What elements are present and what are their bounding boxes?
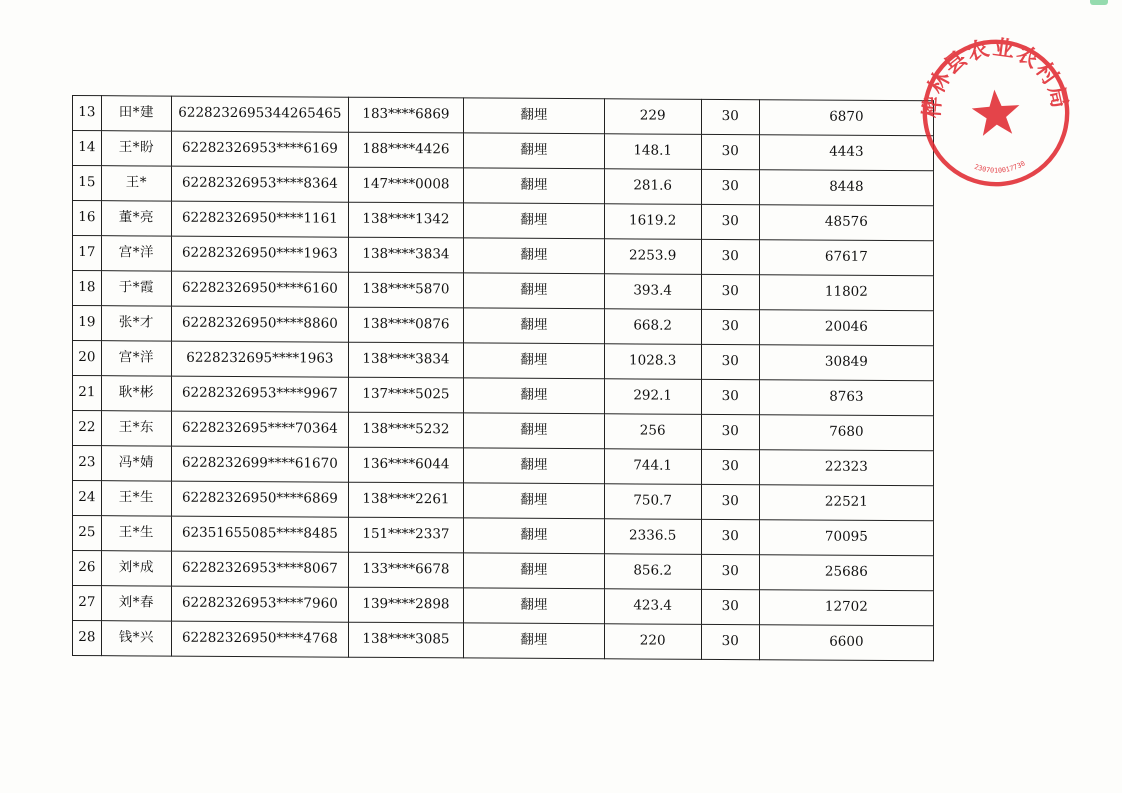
- star-icon: [971, 88, 1022, 136]
- table-row: [73, 236, 934, 276]
- area-cell: 423.4: [604, 589, 701, 625]
- table-row: [73, 516, 934, 556]
- table-row: [73, 166, 934, 206]
- bank-card-cell: 62351655085****8485: [172, 516, 349, 552]
- rate-cell: 30: [701, 519, 759, 554]
- area-cell: 256: [604, 414, 701, 450]
- area-cell: 220: [604, 624, 701, 660]
- row-number: 26: [73, 551, 102, 586]
- amount-cell: 48576: [759, 205, 933, 241]
- phone-cell: 147****0008: [348, 167, 463, 203]
- bank-card-cell: 6228232695****1963: [172, 341, 349, 377]
- rate-cell: 30: [701, 624, 759, 659]
- area-cell: 229: [604, 99, 701, 135]
- rate-cell: 30: [701, 589, 759, 624]
- work-type-cell: 翻埋: [464, 588, 605, 624]
- work-type-cell: 翻埋: [464, 168, 605, 204]
- rate-cell: 30: [701, 484, 759, 519]
- table-body: [73, 96, 934, 661]
- amount-cell: 7680: [759, 415, 933, 451]
- phone-cell: 138****3085: [348, 622, 463, 658]
- name-cell: 王*: [101, 166, 171, 201]
- area-cell: 2336.5: [604, 519, 701, 555]
- work-type-cell: 翻埋: [464, 133, 605, 169]
- seal-code: 2307010017730: [973, 159, 1027, 175]
- row-number: 28: [73, 621, 102, 656]
- row-number: 16: [73, 201, 102, 236]
- name-cell: 田*建: [101, 96, 171, 131]
- amount-cell: 22323: [759, 450, 933, 486]
- row-number: 18: [73, 271, 102, 306]
- work-type-cell: 翻埋: [464, 98, 605, 134]
- bank-card-cell: 62282326953****9967: [172, 376, 349, 412]
- bank-card-cell: 6228232695****70364: [172, 411, 349, 447]
- name-cell: 王*东: [101, 411, 171, 446]
- bank-card-cell: 62282326953****7960: [172, 586, 349, 622]
- table-row: [73, 446, 934, 486]
- row-number: 27: [73, 586, 102, 621]
- amount-cell: 8448: [759, 170, 933, 206]
- area-cell: 292.1: [604, 379, 701, 415]
- work-type-cell: 翻埋: [464, 343, 605, 379]
- table-row: [73, 621, 934, 661]
- phone-cell: 139****2898: [348, 587, 463, 623]
- work-type-cell: 翻埋: [464, 623, 605, 659]
- amount-cell: 6600: [759, 625, 933, 661]
- name-cell: 冯*婧: [101, 446, 171, 481]
- amount-cell: 12702: [759, 590, 933, 626]
- phone-cell: 133****6678: [348, 552, 463, 588]
- rate-cell: 30: [701, 449, 759, 484]
- name-cell: 刘*成: [101, 551, 171, 586]
- seal-text: 桦林县农业农村局: [919, 35, 1073, 119]
- work-type-cell: 翻埋: [464, 553, 605, 589]
- name-cell: 宫*洋: [101, 236, 171, 271]
- work-type-cell: 翻埋: [464, 518, 605, 554]
- name-cell: 于*霞: [101, 271, 171, 306]
- bank-card-cell: 62282326950****6869: [172, 481, 349, 517]
- rate-cell: 30: [701, 554, 759, 589]
- phone-cell: 138****0876: [348, 307, 463, 343]
- name-cell: 董*亮: [101, 201, 171, 236]
- row-number: 14: [73, 131, 102, 166]
- area-cell: 856.2: [604, 554, 701, 590]
- amount-cell: 6870: [759, 100, 933, 136]
- bank-card-cell: 62282326950****4768: [172, 621, 349, 657]
- area-cell: 281.6: [604, 169, 701, 205]
- row-number: 19: [73, 306, 102, 341]
- row-number: 17: [73, 236, 102, 271]
- bank-card-cell: 62282326950****1161: [172, 201, 349, 237]
- area-cell: 668.2: [604, 309, 701, 345]
- amount-cell: 4443: [759, 135, 933, 171]
- bank-card-cell: 6228232699****61670: [172, 446, 349, 482]
- amount-cell: 30849: [759, 345, 933, 381]
- bank-card-cell: 6228232695344265465: [172, 96, 349, 132]
- row-number: 15: [73, 166, 102, 201]
- bank-card-cell: 62282326953****8067: [172, 551, 349, 587]
- rate-cell: 30: [701, 414, 759, 449]
- amount-cell: 11802: [759, 275, 933, 311]
- row-number: 22: [73, 411, 102, 446]
- rate-cell: 30: [701, 309, 759, 344]
- row-number: 13: [73, 96, 102, 131]
- scan-corner-mark: [1090, 0, 1108, 5]
- table-row: [73, 306, 934, 346]
- bank-card-cell: 62282326950****8860: [172, 306, 349, 342]
- records-table: [72, 95, 934, 661]
- area-cell: 1619.2: [604, 204, 701, 240]
- name-cell: 耿*彬: [101, 376, 171, 411]
- bank-card-cell: 62282326953****6169: [172, 131, 349, 167]
- phone-cell: 136****6044: [348, 447, 463, 483]
- bank-card-cell: 62282326953****8364: [172, 166, 349, 202]
- official-seal: [913, 30, 1080, 197]
- rate-cell: 30: [701, 169, 759, 204]
- amount-cell: 8763: [759, 380, 933, 416]
- table-row: [73, 551, 934, 591]
- rate-cell: 30: [701, 274, 759, 309]
- name-cell: 宫*洋: [101, 341, 171, 376]
- row-number: 24: [73, 481, 102, 516]
- area-cell: 750.7: [604, 484, 701, 520]
- table-row: [73, 271, 934, 311]
- row-number: 21: [73, 376, 102, 411]
- phone-cell: 138****1342: [348, 202, 463, 238]
- work-type-cell: 翻埋: [464, 273, 605, 309]
- table-row: [73, 201, 934, 241]
- phone-cell: 138****5232: [348, 412, 463, 448]
- rate-cell: 30: [701, 134, 759, 169]
- work-type-cell: 翻埋: [464, 448, 605, 484]
- table-row: [73, 131, 934, 171]
- row-number: 20: [73, 341, 102, 376]
- name-cell: 王*生: [101, 481, 171, 516]
- rate-cell: 30: [701, 99, 759, 134]
- work-type-cell: 翻埋: [464, 238, 605, 274]
- bank-card-cell: 62282326950****1963: [172, 236, 349, 272]
- work-type-cell: 翻埋: [464, 378, 605, 414]
- phone-cell: 138****2261: [348, 482, 463, 518]
- table-row: [73, 411, 934, 451]
- area-cell: 2253.9: [604, 239, 701, 275]
- area-cell: 393.4: [604, 274, 701, 310]
- rate-cell: 30: [701, 204, 759, 239]
- table-row: [73, 586, 934, 626]
- table-row: [73, 341, 934, 381]
- name-cell: 王*盼: [101, 131, 171, 166]
- phone-cell: 183****6869: [348, 97, 463, 133]
- rate-cell: 30: [701, 379, 759, 414]
- rate-cell: 30: [701, 344, 759, 379]
- row-number: 25: [73, 516, 102, 551]
- phone-cell: 137****5025: [348, 377, 463, 413]
- table-row: [73, 96, 934, 136]
- work-type-cell: 翻埋: [464, 203, 605, 239]
- amount-cell: 22521: [759, 485, 933, 521]
- name-cell: 刘*春: [101, 586, 171, 621]
- work-type-cell: 翻埋: [464, 483, 605, 519]
- svg-text:2307010017730: [973, 159, 1027, 176]
- phone-cell: 138****5870: [348, 272, 463, 308]
- phone-cell: 138****3834: [348, 342, 463, 378]
- amount-cell: 70095: [759, 520, 933, 556]
- work-type-cell: 翻埋: [464, 308, 605, 344]
- amount-cell: 25686: [759, 555, 933, 591]
- area-cell: 1028.3: [604, 344, 701, 380]
- row-number: 23: [73, 446, 102, 481]
- name-cell: 张*才: [101, 306, 171, 341]
- name-cell: 王*生: [101, 516, 171, 551]
- area-cell: 148.1: [604, 134, 701, 170]
- table-row: [73, 481, 934, 521]
- name-cell: 钱*兴: [101, 621, 171, 656]
- amount-cell: 20046: [759, 310, 933, 346]
- phone-cell: 151****2337: [348, 517, 463, 553]
- phone-cell: 188****4426: [348, 132, 463, 168]
- bank-card-cell: 62282326950****6160: [172, 271, 349, 307]
- amount-cell: 67617: [759, 240, 933, 276]
- phone-cell: 138****3834: [348, 237, 463, 273]
- table-row: [73, 376, 934, 416]
- area-cell: 744.1: [604, 449, 701, 485]
- rate-cell: 30: [701, 239, 759, 274]
- work-type-cell: 翻埋: [464, 413, 605, 449]
